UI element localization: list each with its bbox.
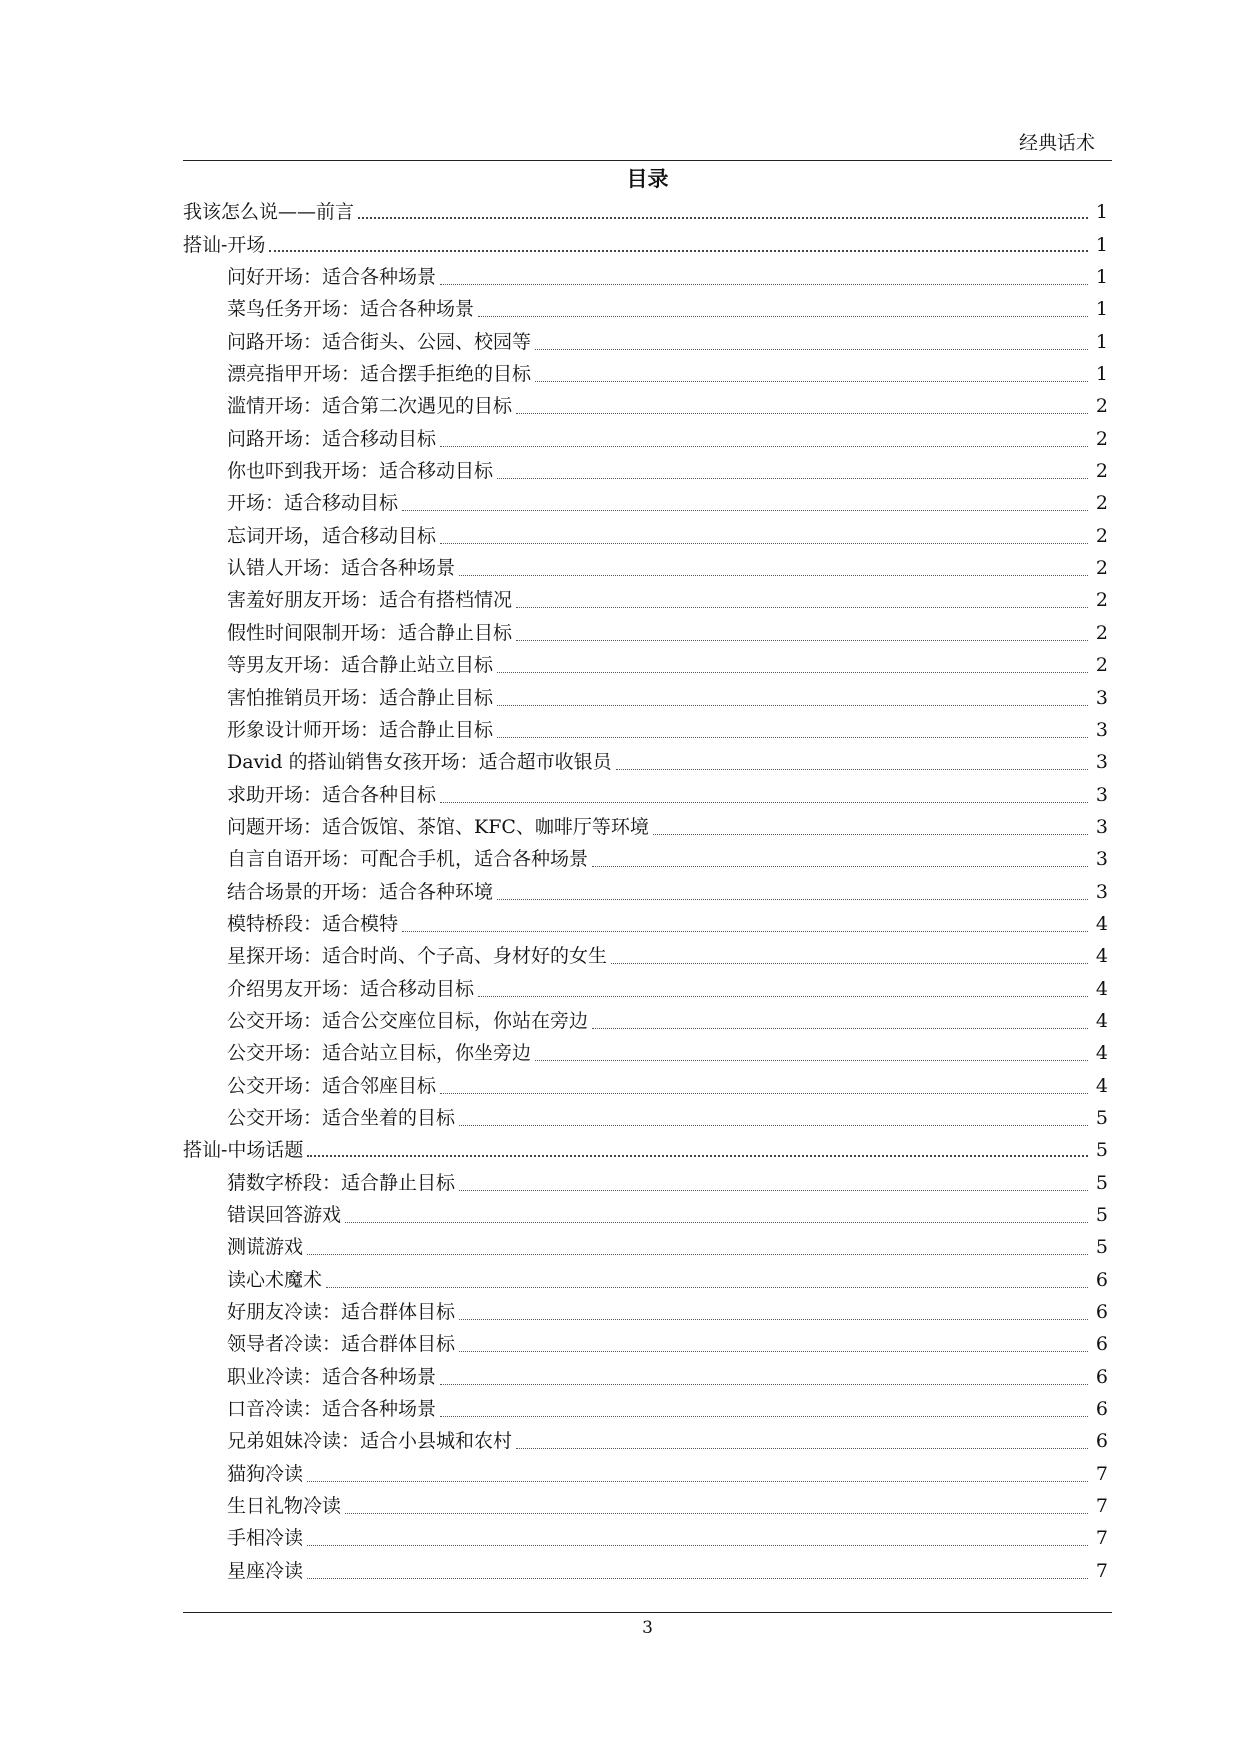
toc-subsection-entry[interactable] bbox=[183, 1490, 1112, 1522]
toc-subsection-entry[interactable] bbox=[183, 1425, 1112, 1457]
toc-entry-label: 口音冷读：适合各种场景 bbox=[227, 1398, 437, 1421]
toc-entry-label: 公交开场：适合站立目标，你坐旁边 bbox=[227, 1042, 532, 1065]
toc-section-entry[interactable] bbox=[183, 196, 1112, 228]
toc-dot-leader bbox=[307, 1252, 1088, 1255]
toc-entry-page-number: 5 bbox=[1095, 1236, 1108, 1259]
toc-subsection-entry[interactable] bbox=[183, 1360, 1112, 1392]
toc-entry-page-number: 5 bbox=[1095, 1139, 1108, 1162]
toc-entry-label: 害怕推销员开场：适合静止目标 bbox=[227, 686, 494, 709]
toc-entry-page-number: 6 bbox=[1095, 1301, 1108, 1324]
toc-subsection-entry[interactable] bbox=[183, 487, 1112, 519]
toc-subsection-entry[interactable] bbox=[183, 811, 1112, 843]
toc-section-entry[interactable] bbox=[183, 228, 1112, 260]
toc-subsection-entry[interactable] bbox=[183, 1328, 1112, 1360]
toc-subsection-entry[interactable] bbox=[183, 972, 1112, 1004]
toc-section-entry[interactable] bbox=[183, 1134, 1112, 1166]
toc-subsection-entry[interactable] bbox=[183, 778, 1112, 810]
header-rule bbox=[183, 160, 1112, 161]
toc-subsection-entry[interactable] bbox=[183, 552, 1112, 584]
toc-entry-page-number: 3 bbox=[1095, 718, 1108, 741]
toc-dot-leader bbox=[402, 508, 1088, 511]
toc-entry-label: 结合场景的开场：适合各种环境 bbox=[227, 880, 494, 903]
toc-subsection-entry[interactable] bbox=[183, 455, 1112, 487]
toc-entry-label: 搭讪-开场 bbox=[183, 233, 266, 256]
toc-subsection-entry[interactable] bbox=[183, 1263, 1112, 1295]
footer-rule bbox=[183, 1612, 1112, 1613]
toc-dot-leader bbox=[307, 1543, 1088, 1546]
toc-dot-leader bbox=[440, 800, 1088, 803]
toc-dot-leader bbox=[616, 767, 1088, 770]
toc-subsection-entry[interactable] bbox=[183, 1069, 1112, 1101]
toc-subsection-entry[interactable] bbox=[183, 1457, 1112, 1489]
toc-subsection-entry[interactable] bbox=[183, 714, 1112, 746]
toc-dot-leader bbox=[516, 1446, 1088, 1449]
toc-entry-page-number: 4 bbox=[1095, 1074, 1108, 1097]
toc-entry-page-number: 7 bbox=[1095, 1527, 1108, 1550]
toc-entry-label: 好朋友冷读：适合群体目标 bbox=[227, 1301, 456, 1324]
toc-dot-leader bbox=[307, 1479, 1088, 1482]
toc-entry-page-number: 6 bbox=[1095, 1430, 1108, 1453]
toc-entry-page-number: 4 bbox=[1095, 1042, 1108, 1065]
toc-entry-label: 漂亮指甲开场：适合摆手拒绝的目标 bbox=[227, 363, 532, 386]
toc-entry-page-number: 3 bbox=[1095, 848, 1108, 871]
toc-subsection-entry[interactable] bbox=[183, 843, 1112, 875]
toc-entry-page-number: 5 bbox=[1095, 1171, 1108, 1194]
toc-subsection-entry[interactable] bbox=[183, 1166, 1112, 1198]
toc-entry-label: 职业冷读：适合各种场景 bbox=[227, 1365, 437, 1388]
toc-entry-label: 猜数字桥段：适合静止目标 bbox=[227, 1171, 456, 1194]
toc-entry-page-number: 1 bbox=[1095, 363, 1108, 386]
toc-entry-page-number: 3 bbox=[1095, 686, 1108, 709]
toc-subsection-entry[interactable] bbox=[183, 746, 1112, 778]
toc-entry-page-number: 2 bbox=[1095, 492, 1108, 515]
toc-entry-label: 自言自语开场：可配合手机，适合各种场景 bbox=[227, 848, 589, 871]
toc-dot-leader bbox=[307, 1576, 1088, 1579]
toc-entry-page-number: 3 bbox=[1095, 815, 1108, 838]
toc-entry-label: 猫狗冷读 bbox=[227, 1462, 304, 1485]
toc-dot-leader bbox=[326, 1285, 1088, 1288]
toc-entry-page-number: 1 bbox=[1095, 330, 1108, 353]
toc-dot-leader bbox=[611, 961, 1088, 964]
toc-dot-leader bbox=[516, 638, 1088, 641]
toc-dot-leader bbox=[516, 411, 1088, 414]
toc-subsection-entry[interactable] bbox=[183, 519, 1112, 551]
toc-entry-label: 星探开场：适合时尚、个子高、身材好的女生 bbox=[227, 945, 608, 968]
toc-subsection-entry[interactable] bbox=[183, 1231, 1112, 1263]
toc-entry-label: 求助开场：适合各种目标 bbox=[227, 783, 437, 806]
toc-entry-page-number: 7 bbox=[1095, 1462, 1108, 1485]
toc-entry-page-number: 1 bbox=[1095, 201, 1108, 224]
toc-entry-page-number: 2 bbox=[1095, 621, 1108, 644]
toc-entry-page-number: 7 bbox=[1095, 1495, 1108, 1518]
toc-dot-leader bbox=[478, 994, 1088, 997]
toc-entry-page-number: 2 bbox=[1095, 460, 1108, 483]
toc-entry-label: 滥情开场：适合第二次遇见的目标 bbox=[227, 395, 513, 418]
toc-dot-leader bbox=[516, 605, 1088, 608]
toc-entry-page-number: 6 bbox=[1095, 1398, 1108, 1421]
toc-entry-page-number: 2 bbox=[1095, 395, 1108, 418]
toc-entry-label: 问路开场：适合移动目标 bbox=[227, 427, 437, 450]
toc-entry-label: David 的搭讪销售女孩开场：适合超市收银员 bbox=[227, 751, 612, 774]
toc-entry-page-number: 6 bbox=[1095, 1268, 1108, 1291]
toc-entry-label: 公交开场：适合邻座目标 bbox=[227, 1074, 437, 1097]
toc-entry-label: 问题开场：适合饭馆、茶馆、KFC、咖啡厅等环境 bbox=[227, 815, 649, 838]
toc-dot-leader bbox=[345, 1511, 1088, 1514]
toc-dot-leader bbox=[459, 573, 1088, 576]
toc-subsection-entry[interactable] bbox=[183, 1554, 1112, 1586]
toc-entry-page-number: 7 bbox=[1095, 1559, 1108, 1582]
toc-entry-page-number: 6 bbox=[1095, 1365, 1108, 1388]
toc-entry-label: 领导者冷读：适合群体目标 bbox=[227, 1333, 456, 1356]
toc-title: 目录 bbox=[626, 166, 669, 191]
toc-subsection-entry[interactable] bbox=[183, 358, 1112, 390]
toc-entry-label: 开场：适合移动目标 bbox=[227, 492, 399, 515]
toc-dot-leader bbox=[459, 1349, 1088, 1352]
toc-dot-leader bbox=[459, 1317, 1088, 1320]
footer-page-number: 3 bbox=[642, 1618, 653, 1638]
toc-dot-leader bbox=[459, 1123, 1088, 1126]
toc-entry-page-number: 2 bbox=[1095, 557, 1108, 580]
toc-entry-label: 搭讪-中场话题 bbox=[183, 1139, 304, 1162]
toc-dot-leader bbox=[497, 670, 1088, 673]
toc-entry-label: 模特桥段：适合模特 bbox=[227, 912, 399, 935]
toc-entry-label: 介绍男友开场：适合移动目标 bbox=[227, 977, 475, 1000]
toc-entry-label: 你也吓到我开场：适合移动目标 bbox=[227, 460, 494, 483]
toc-subsection-entry[interactable] bbox=[183, 649, 1112, 681]
toc-entry-label: 问路开场：适合街头、公园、校园等 bbox=[227, 330, 532, 353]
toc-dot-leader bbox=[440, 282, 1088, 285]
toc-entry-page-number: 2 bbox=[1095, 589, 1108, 612]
toc-dot-leader bbox=[535, 379, 1088, 382]
toc-subsection-entry[interactable] bbox=[183, 1102, 1112, 1134]
toc-entry-page-number: 1 bbox=[1095, 233, 1108, 256]
toc-entry-page-number: 1 bbox=[1095, 266, 1108, 289]
toc-entry-label: 问好开场：适合各种场景 bbox=[227, 266, 437, 289]
toc-subsection-entry[interactable] bbox=[183, 584, 1112, 616]
toc-entry-label: 兄弟姐妹冷读：适合小县城和农村 bbox=[227, 1430, 513, 1453]
toc-subsection-entry[interactable] bbox=[183, 1296, 1112, 1328]
toc-subsection-entry[interactable] bbox=[183, 681, 1112, 713]
toc-entry-page-number: 3 bbox=[1095, 783, 1108, 806]
toc-entry-page-number: 5 bbox=[1095, 1106, 1108, 1129]
toc-dot-leader bbox=[269, 248, 1088, 252]
toc-entry-label: 读心术魔术 bbox=[227, 1268, 323, 1291]
toc-dot-leader bbox=[497, 897, 1088, 900]
toc-entry-page-number: 4 bbox=[1095, 1009, 1108, 1032]
toc-dot-leader bbox=[440, 541, 1088, 544]
toc-subsection-entry[interactable] bbox=[183, 940, 1112, 972]
toc-entry-label: 假性时间限制开场：适合静止目标 bbox=[227, 621, 513, 644]
toc-entry-label: 手相冷读 bbox=[227, 1527, 304, 1550]
toc-dot-leader bbox=[653, 832, 1088, 835]
toc-dot-leader bbox=[440, 1414, 1088, 1417]
toc-subsection-entry[interactable] bbox=[183, 422, 1112, 454]
toc-entry-page-number: 3 bbox=[1095, 751, 1108, 774]
toc-dot-leader bbox=[497, 703, 1088, 706]
toc-dot-leader bbox=[358, 215, 1088, 219]
running-header-title: 经典话术 bbox=[1018, 132, 1095, 154]
toc-entry-label: 菜鸟任务开场：适合各种场景 bbox=[227, 298, 475, 321]
toc-subsection-entry[interactable] bbox=[183, 390, 1112, 422]
toc-subsection-entry[interactable] bbox=[183, 1522, 1112, 1554]
toc-dot-leader bbox=[459, 1188, 1088, 1191]
toc-entry-label: 公交开场：适合坐着的目标 bbox=[227, 1106, 456, 1129]
toc-subsection-entry[interactable] bbox=[183, 908, 1112, 940]
toc-dot-leader bbox=[592, 1026, 1088, 1029]
toc-dot-leader bbox=[478, 314, 1088, 317]
toc-subsection-entry[interactable] bbox=[183, 875, 1112, 907]
toc-subsection-entry[interactable] bbox=[183, 1037, 1112, 1069]
toc-subsection-entry[interactable] bbox=[183, 261, 1112, 293]
toc-entry-page-number: 4 bbox=[1095, 945, 1108, 968]
toc-entry-label: 忘词开场，适合移动目标 bbox=[227, 524, 437, 547]
toc-entry-label: 害羞好朋友开场：适合有搭档情况 bbox=[227, 589, 513, 612]
toc-entry-label: 认错人开场：适合各种场景 bbox=[227, 557, 456, 580]
toc-subsection-entry[interactable] bbox=[183, 293, 1112, 325]
toc-entry-label: 我该怎么说——前言 bbox=[183, 201, 355, 224]
toc-entry-page-number: 2 bbox=[1095, 524, 1108, 547]
toc-entry-label: 公交开场：适合公交座位目标，你站在旁边 bbox=[227, 1009, 589, 1032]
toc-dot-leader bbox=[345, 1220, 1088, 1223]
toc-entry-page-number: 4 bbox=[1095, 912, 1108, 935]
toc-dot-leader bbox=[497, 735, 1088, 738]
toc-entry-page-number: 2 bbox=[1095, 427, 1108, 450]
toc-subsection-entry[interactable] bbox=[183, 1199, 1112, 1231]
toc-list bbox=[183, 196, 1112, 1587]
toc-dot-leader bbox=[592, 864, 1088, 867]
toc-dot-leader bbox=[440, 1091, 1088, 1094]
toc-entry-label: 形象设计师开场：适合静止目标 bbox=[227, 718, 494, 741]
toc-entry-label: 测谎游戏 bbox=[227, 1236, 304, 1259]
toc-entry-label: 星座冷读 bbox=[227, 1559, 304, 1582]
toc-entry-page-number: 2 bbox=[1095, 654, 1108, 677]
toc-dot-leader bbox=[535, 1058, 1088, 1061]
toc-dot-leader bbox=[440, 444, 1088, 447]
toc-subsection-entry[interactable] bbox=[183, 1393, 1112, 1425]
toc-dot-leader bbox=[440, 1382, 1088, 1385]
toc-dot-leader bbox=[497, 476, 1088, 479]
toc-entry-page-number: 1 bbox=[1095, 298, 1108, 321]
toc-dot-leader bbox=[307, 1153, 1088, 1157]
toc-dot-leader bbox=[402, 929, 1088, 932]
toc-subsection-entry[interactable] bbox=[183, 616, 1112, 648]
toc-subsection-entry[interactable] bbox=[183, 1005, 1112, 1037]
toc-entry-page-number: 6 bbox=[1095, 1333, 1108, 1356]
toc-dot-leader bbox=[535, 347, 1088, 350]
toc-entry-label: 错误回答游戏 bbox=[227, 1204, 342, 1226]
toc-entry-page-number: 4 bbox=[1095, 977, 1108, 1000]
toc-entry-label: 等男友开场：适合静止站立目标 bbox=[227, 654, 494, 677]
toc-entry-page-number: 5 bbox=[1095, 1204, 1108, 1226]
toc-subsection-entry[interactable] bbox=[183, 325, 1112, 357]
toc-entry-label: 生日礼物冷读 bbox=[227, 1495, 342, 1518]
toc-entry-page-number: 3 bbox=[1095, 880, 1108, 903]
